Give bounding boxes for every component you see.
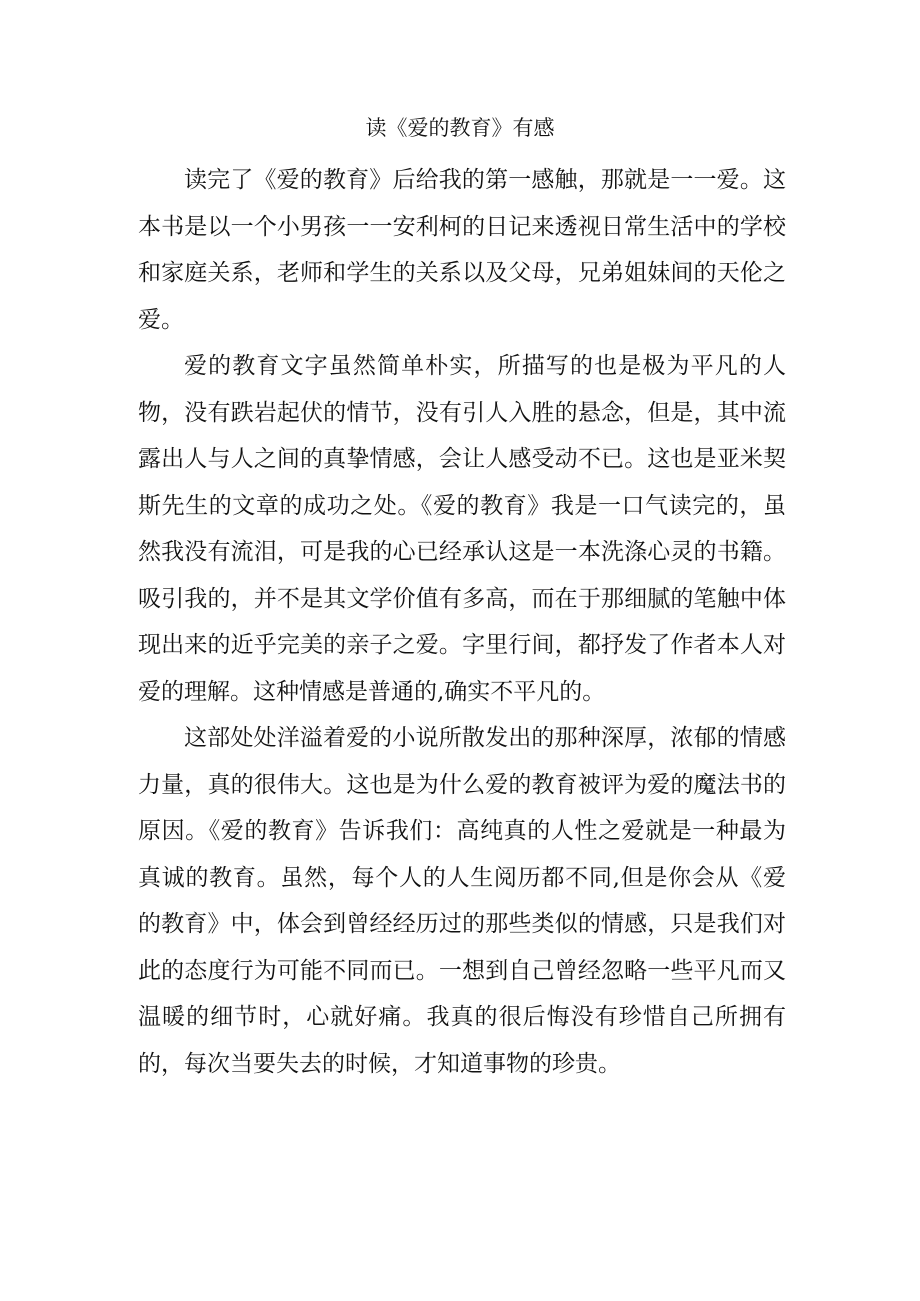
document-body: [138, 157, 786, 1087]
paragraph-1: 读完了《爱的教育》后给我的第一感触，那就是一一爱。这本书是以一个小男孩一一安利柯的日记来透视日常生活中的学校和家庭关系，老师和学生的关系以及父母，兄弟姐妹间的天伦之爱。: [138, 167, 786, 333]
document-title: 读《爱的教育》有感: [365, 116, 555, 140]
paragraph-2: 爱的教育文字虽然简单朴实，所描写的也是极为平凡的人物，没有跌岩起伏的情节，没有引人入胜的悬念，但是，其中流露出人与人之间的真挚情感，会让人感受动不已。这也是亚米契斯先生的文章的成功之处。《爱的教育》我是一口气读完的，虽然我没有流泪，可是我的心已经承认这是一本洗涤心灵的书籍。吸引我的，并不是其文学价值有多高，而在于那细腻的笔触中体现出来的近乎完美的亲子之爱。字里行间，都抒发了作者本人对爱的理解。这种情感是普通的,确实不平凡的。: [138, 353, 786, 705]
paragraph-3: 这部处处洋溢着爱的小说所散发出的那种深厚，浓郁的情感力量，真的很伟大。这也是为什么爱的教育被评为爱的魔法书的原因。《爱的教育》告诉我们：高纯真的人性之爱就是一种最为真诚的教育。虽然，每个人的人生阅历都不同,但是你会从《爱的教育》中，体会到曾经经历过的那些类似的情感，只是我们对此的态度行为可能不同而已。一想到自己曾经忽略一些平凡而又温暖的细节时，心就好痛。我真的很后悔没有珍惜自己所拥有的，每次当要失去的时候，才知道事物的珍贵。: [138, 725, 786, 1077]
